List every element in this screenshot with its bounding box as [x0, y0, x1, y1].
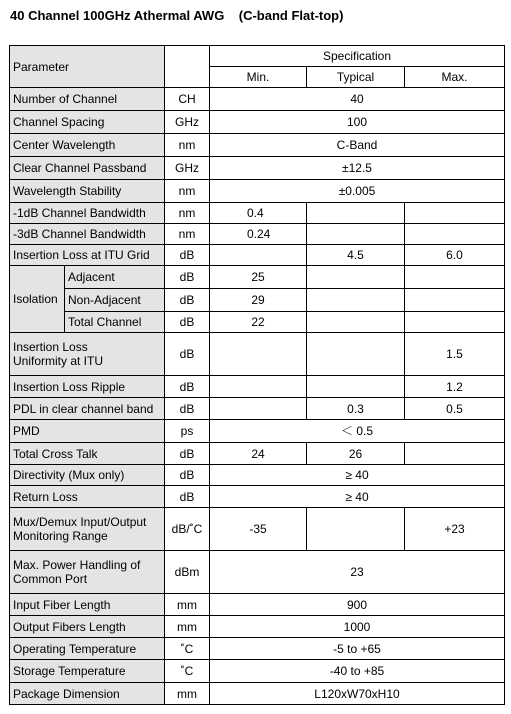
min-cell	[210, 376, 307, 398]
param-label: Input Fiber Length	[10, 594, 165, 616]
unit-cell: dB	[165, 289, 210, 312]
min-cell: 29	[210, 289, 307, 312]
unit-cell: dB	[165, 245, 210, 266]
table-row	[10, 486, 505, 508]
typical-cell	[307, 333, 405, 376]
min-cell: 0.24	[210, 224, 307, 245]
param-label: -3dB Channel Bandwidth	[10, 224, 165, 245]
param-label	[10, 551, 165, 594]
value-cell: -40 to +85	[210, 660, 505, 683]
typical-cell	[307, 289, 405, 312]
param-label: PMD	[10, 420, 165, 443]
document-title: 40 Channel 100GHz Athermal AWG (C-band Flat-top)	[10, 8, 344, 23]
max-cell	[405, 443, 505, 465]
param-label: Output Fibers Length	[10, 616, 165, 638]
table-row	[10, 465, 505, 486]
param-label	[10, 508, 165, 551]
table-row	[10, 443, 505, 465]
unit-cell: GHz	[165, 157, 210, 180]
max-cell: 6.0	[405, 245, 505, 266]
unit-cell: mm	[165, 683, 210, 705]
header-unit-cell	[165, 46, 210, 88]
unit-cell: dB	[165, 312, 210, 333]
typical-cell: 26	[307, 443, 405, 465]
typical-cell	[307, 376, 405, 398]
unit-cell: nm	[165, 180, 210, 203]
header-specification: Specification	[210, 46, 505, 67]
table-row	[10, 508, 505, 551]
unit-cell: dB	[165, 486, 210, 508]
value-cell: 900	[210, 594, 505, 616]
value-cell: ＜ 0.5	[210, 420, 505, 443]
param-label: Channel Spacing	[10, 111, 165, 134]
typical-cell	[307, 266, 405, 289]
unit-cell: GHz	[165, 111, 210, 134]
value-cell: ≥ 40	[210, 465, 505, 486]
table-row	[10, 245, 505, 266]
min-cell: 0.4	[210, 203, 307, 224]
param-label-line1: Insertion Loss	[13, 340, 88, 354]
value-cell: L120xW70xH10	[210, 683, 505, 705]
param-label-line1: Mux/Demux Input/Output	[13, 515, 147, 529]
unit-cell: dB	[165, 443, 210, 465]
param-label: PDL in clear channel band	[10, 398, 165, 420]
param-sublabel: Non-Adjacent	[65, 289, 165, 312]
table-row	[10, 551, 505, 594]
table-row	[10, 398, 505, 420]
table-row	[10, 376, 505, 398]
unit-cell: dBm	[165, 551, 210, 594]
unit-cell: dB	[165, 333, 210, 376]
max-cell: +23	[405, 508, 505, 551]
min-cell: 22	[210, 312, 307, 333]
param-label-line2: Monitoring Range	[13, 529, 108, 543]
min-cell	[210, 398, 307, 420]
table-row	[10, 594, 505, 616]
specification-table	[9, 45, 505, 705]
table-row	[10, 266, 505, 289]
table-row	[10, 660, 505, 683]
param-label: Center Wavelength	[10, 134, 165, 157]
table-row	[10, 333, 505, 376]
isolation-label: Isolation	[10, 266, 65, 333]
max-cell: 0.5	[405, 398, 505, 420]
typical-cell: 0.3	[307, 398, 405, 420]
typical-cell: 4.5	[307, 245, 405, 266]
table-row	[10, 180, 505, 203]
param-label: Return Loss	[10, 486, 165, 508]
header-max: Max.	[405, 67, 505, 88]
unit-cell: mm	[165, 594, 210, 616]
value-cell: ≥ 40	[210, 486, 505, 508]
unit-cell: dB	[165, 465, 210, 486]
max-cell	[405, 224, 505, 245]
param-sublabel: Total Channel	[65, 312, 165, 333]
max-cell	[405, 289, 505, 312]
param-label: Storage Temperature	[10, 660, 165, 683]
table-row	[10, 616, 505, 638]
max-cell: 1.2	[405, 376, 505, 398]
param-label: -1dB Channel Bandwidth	[10, 203, 165, 224]
unit-cell: dB/˚C	[165, 508, 210, 551]
table-row	[10, 312, 505, 333]
param-label-line2: Uniformity at ITU	[13, 354, 104, 368]
table-row	[10, 88, 505, 111]
param-label: Directivity (Mux only)	[10, 465, 165, 486]
typical-cell	[307, 224, 405, 245]
value-cell: 100	[210, 111, 505, 134]
param-label: Clear Channel Passband	[10, 157, 165, 180]
max-cell	[405, 312, 505, 333]
param-label-line2: Common Port	[13, 572, 88, 586]
table-row	[10, 224, 505, 245]
unit-cell: nm	[165, 203, 210, 224]
value-cell: 40	[210, 88, 505, 111]
min-cell: 25	[210, 266, 307, 289]
table-row	[10, 111, 505, 134]
max-cell	[405, 266, 505, 289]
unit-cell: ˚C	[165, 638, 210, 660]
typical-cell	[307, 508, 405, 551]
unit-cell: dB	[165, 398, 210, 420]
value-cell: 23	[210, 551, 505, 594]
unit-cell: nm	[165, 134, 210, 157]
table-header-row	[10, 46, 505, 67]
min-cell	[210, 245, 307, 266]
header-min: Min.	[210, 67, 307, 88]
min-cell	[210, 333, 307, 376]
max-cell	[405, 203, 505, 224]
table-row	[10, 638, 505, 660]
param-label: Total Cross Talk	[10, 443, 165, 465]
param-label: Package Dimension	[10, 683, 165, 705]
min-cell: -35	[210, 508, 307, 551]
table-row	[10, 157, 505, 180]
table-row	[10, 289, 505, 312]
value-cell: ±0.005	[210, 180, 505, 203]
param-sublabel: Adjacent	[65, 266, 165, 289]
unit-cell: mm	[165, 616, 210, 638]
unit-cell: dB	[165, 266, 210, 289]
value-cell: C-Band	[210, 134, 505, 157]
header-typical: Typical	[307, 67, 405, 88]
unit-cell: ps	[165, 420, 210, 443]
param-label: Insertion Loss Ripple	[10, 376, 165, 398]
header-parameter: Parameter	[10, 46, 165, 88]
value-cell: ±12.5	[210, 157, 505, 180]
unit-cell: ˚C	[165, 660, 210, 683]
unit-cell: nm	[165, 224, 210, 245]
param-label-line1: Max. Power Handling of	[13, 558, 141, 572]
param-label: Operating Temperature	[10, 638, 165, 660]
min-cell: 24	[210, 443, 307, 465]
typical-cell	[307, 203, 405, 224]
param-label: Number of Channel	[10, 88, 165, 111]
typical-cell	[307, 312, 405, 333]
unit-cell: CH	[165, 88, 210, 111]
max-cell: 1.5	[405, 333, 505, 376]
param-label: Insertion Loss at ITU Grid	[10, 245, 165, 266]
param-label: Wavelength Stability	[10, 180, 165, 203]
unit-cell: dB	[165, 376, 210, 398]
value-cell: 1000	[210, 616, 505, 638]
value-cell: -5 to +65	[210, 638, 505, 660]
table-row	[10, 134, 505, 157]
table-row	[10, 420, 505, 443]
param-label	[10, 333, 165, 376]
table-row	[10, 683, 505, 705]
table-row	[10, 203, 505, 224]
